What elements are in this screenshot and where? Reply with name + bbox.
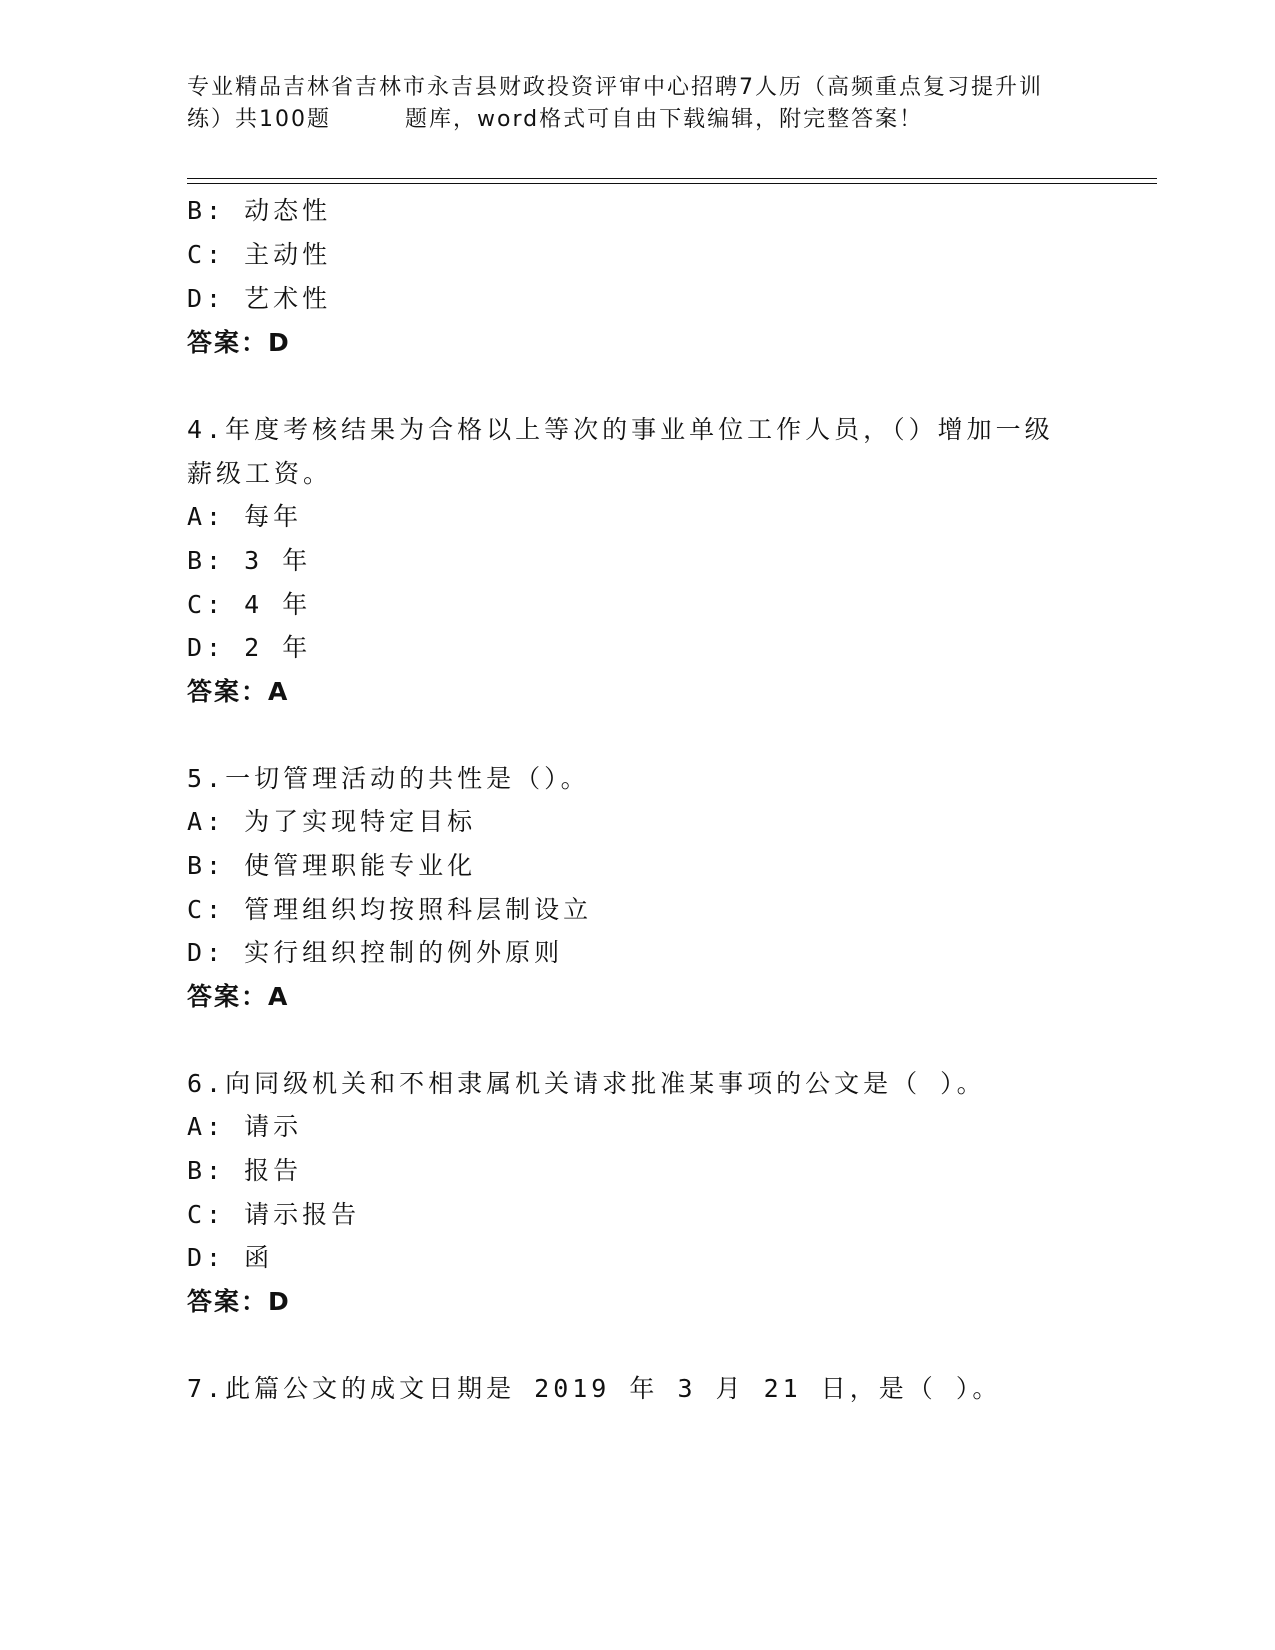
q6-stem: 6.向同级机关和不相隶属机关请求批准某事项的公文是（ ）。 <box>187 1069 986 1098</box>
q6-option-d: D: 函 <box>187 1243 274 1272</box>
q6-answer: 答案：D <box>187 1287 291 1316</box>
q3-answer: 答案：D <box>187 328 291 357</box>
q5-option-c: C: 管理组织均按照科层制设立 <box>187 895 593 924</box>
header-line-2-part-1: 练）共100题 <box>187 107 331 132</box>
q5-answer: 答案：A <box>187 982 290 1011</box>
document-header <box>187 72 1087 136</box>
header-line-1: 专业精品吉林省吉林市永吉县财政投资评审中心招聘7人历（高频重点复习提升训 <box>187 75 1043 100</box>
q4-option-b: B: 3 年 <box>187 546 312 575</box>
q6-option-c: C: 请示报告 <box>187 1200 361 1229</box>
q4-stem-line-1: 4.年度考核结果为合格以上等次的事业单位工作人员，（）增加一级 <box>187 415 1054 444</box>
header-line-2-part-2: 题库，word格式可自由下载编辑，附完整答案！ <box>405 107 924 132</box>
q5-option-b: B: 使管理职能专业化 <box>187 851 477 880</box>
q4-answer: 答案：A <box>187 677 290 706</box>
q4-stem-line-2: 薪级工资。 <box>187 459 333 488</box>
q6-option-b: B: 报告 <box>187 1156 303 1185</box>
q3-option-c: C: 主动性 <box>187 240 332 269</box>
header-divider-bottom <box>187 183 1157 184</box>
q4-option-c: C: 4 年 <box>187 590 312 619</box>
q6-option-a: A: 请示 <box>187 1112 303 1141</box>
q3-option-b: B: 动态性 <box>187 196 332 225</box>
q4-option-a: A: 每年 <box>187 502 303 531</box>
header-divider-top <box>187 178 1157 179</box>
q5-option-a: A: 为了实现特定目标 <box>187 807 477 836</box>
q5-stem: 5.一切管理活动的共性是（）。 <box>187 764 590 793</box>
q3-option-d: D: 艺术性 <box>187 284 332 313</box>
q4-option-d: D: 2 年 <box>187 633 312 662</box>
header-line-2 <box>187 104 1087 136</box>
q5-option-d: D: 实行组织控制的例外原则 <box>187 938 564 967</box>
q7-stem: 7.此篇公文的成文日期是 2019 年 3 月 21 日，是（ ）。 <box>187 1374 1002 1403</box>
